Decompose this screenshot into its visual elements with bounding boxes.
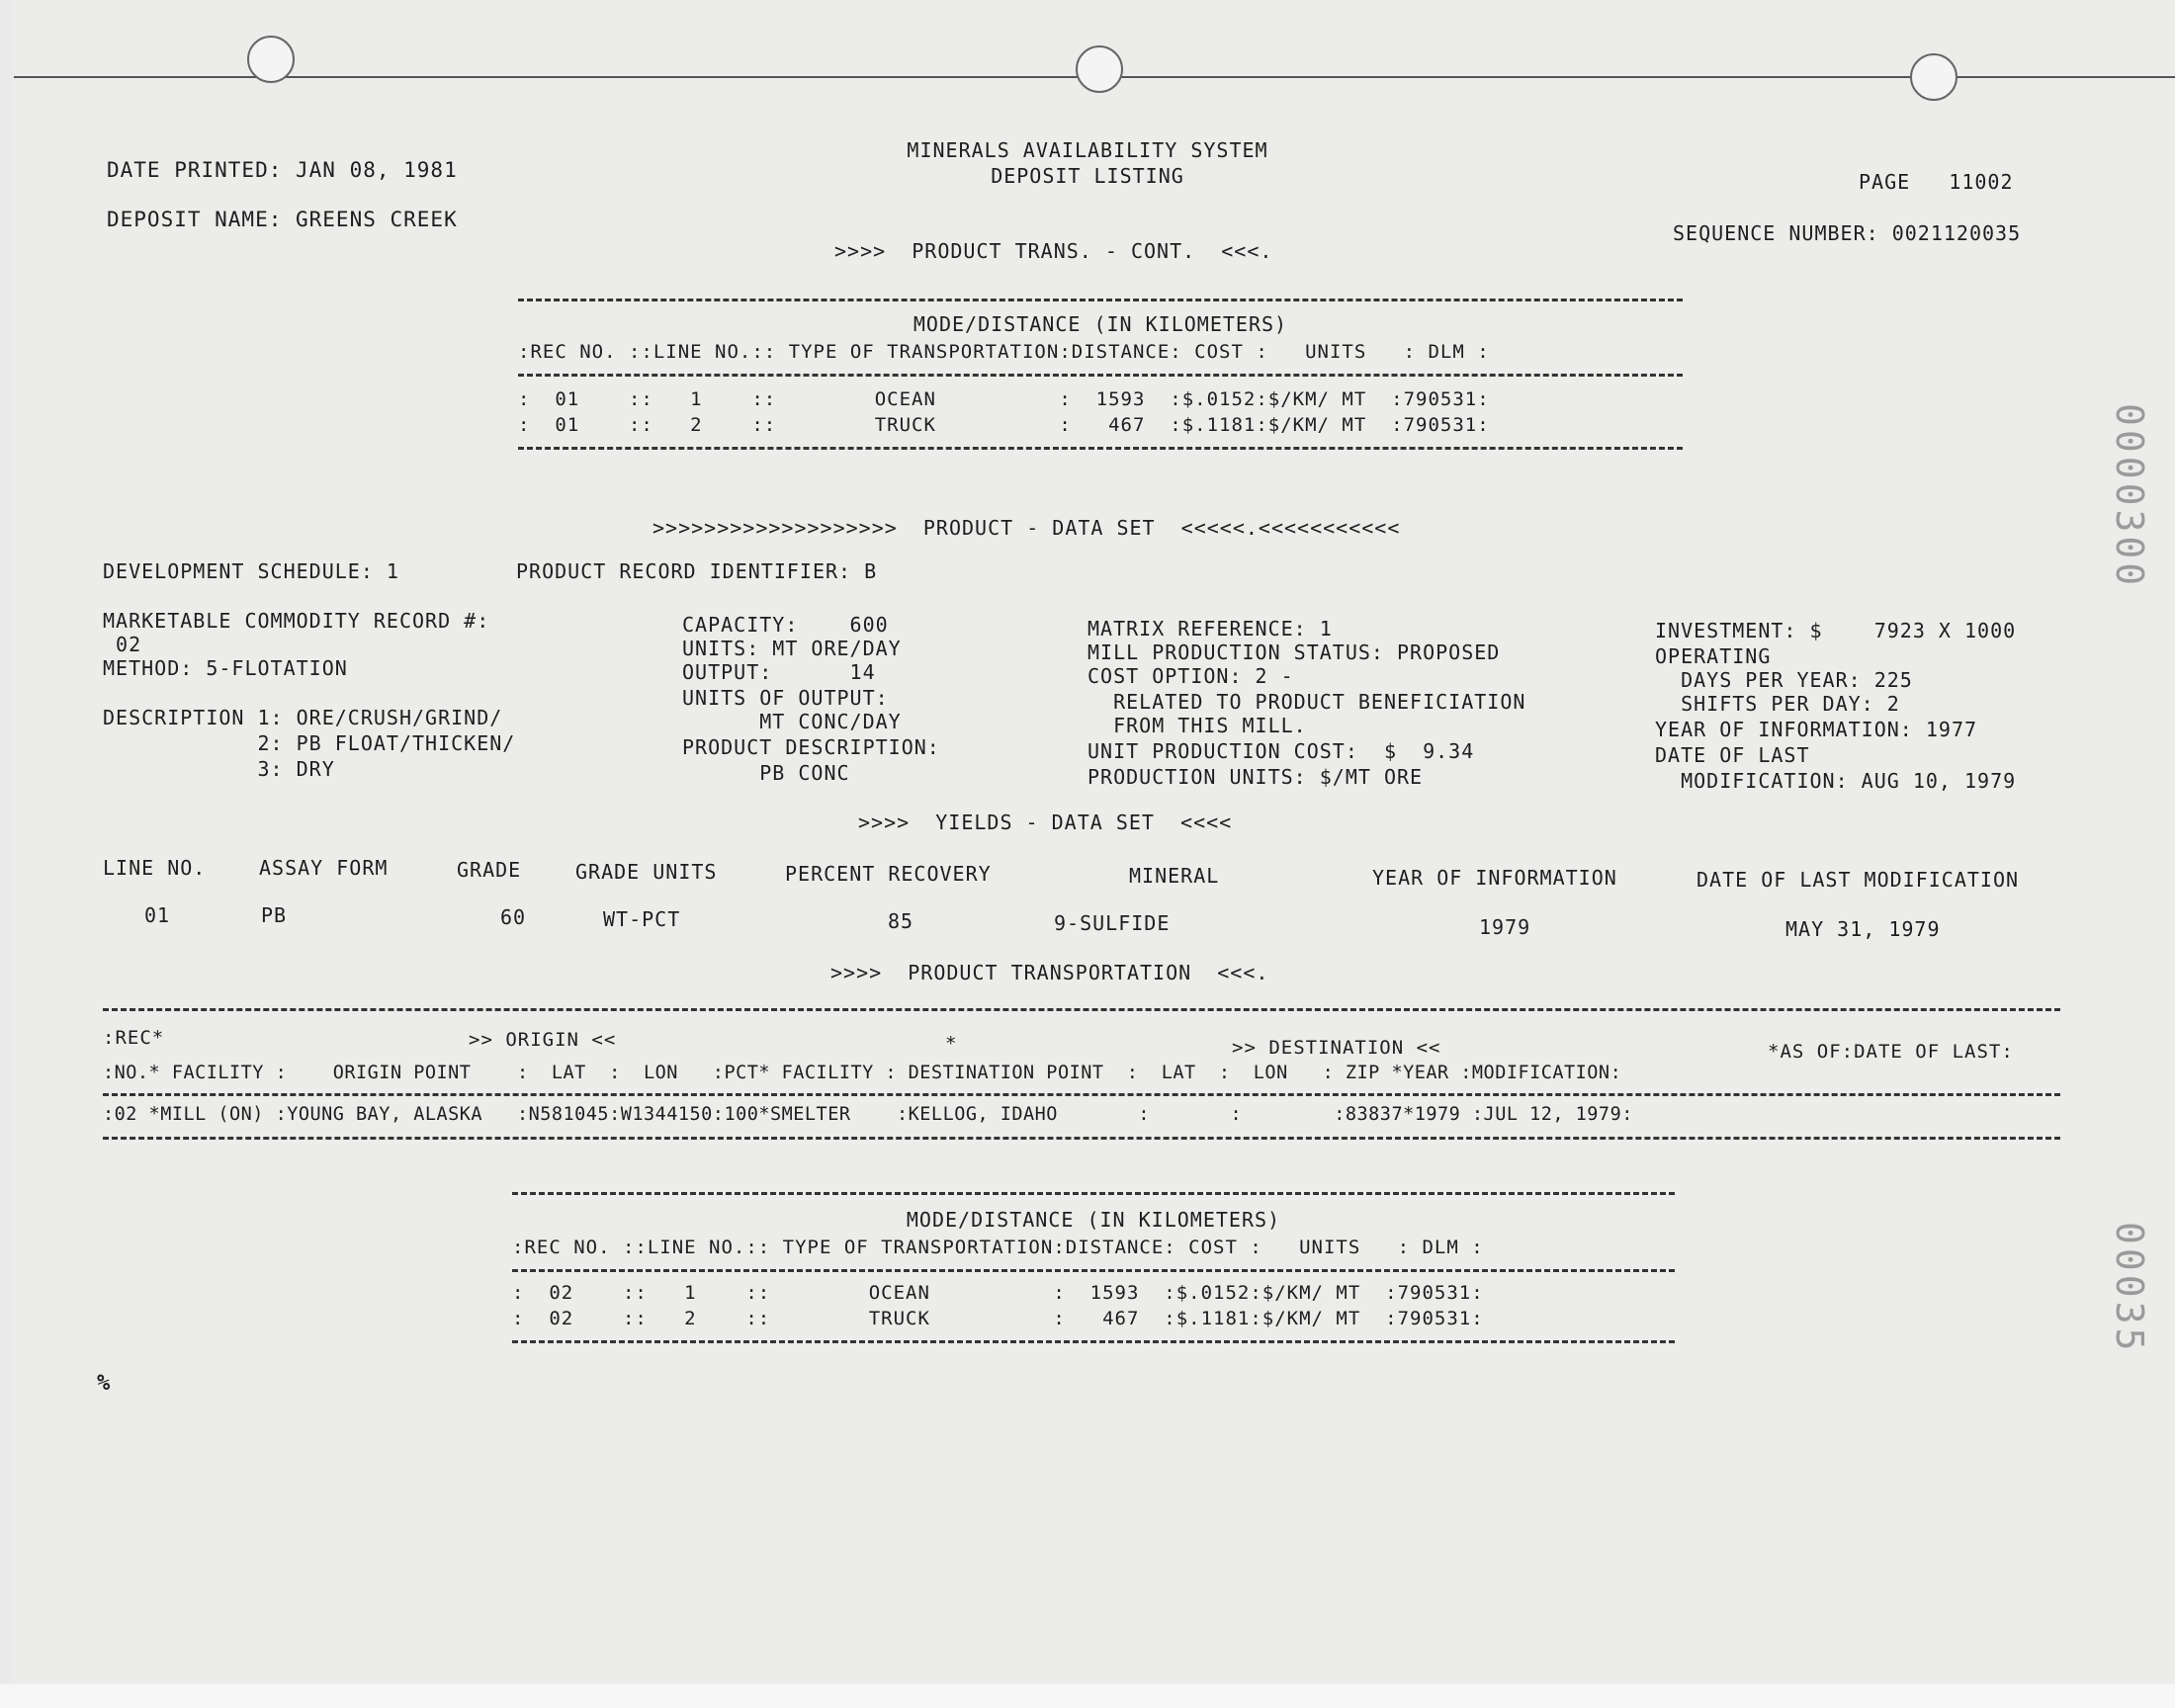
product-record-identifier: PRODUCT RECORD IDENTIFIER: B	[516, 559, 878, 583]
transport-table-header: :NO.* FACILITY : ORIGIN POINT : LAT : LON :PCT* FACILITY : DESTINATION POINT : LAT : LON : ZIP *YEAR :MODIFICATION:	[103, 1063, 1622, 1083]
mode-table-2-title: MODE/DISTANCE (IN KILOMETERS)	[906, 1208, 1281, 1232]
product-field: DATE OF LAST	[1655, 743, 1810, 767]
product-field: CAPACITY: 600	[682, 613, 889, 637]
product-field: SHIFTS PER DAY: 2	[1655, 692, 1900, 716]
product-field: 3: DRY	[103, 757, 335, 781]
yields-cell: 9-SULFIDE	[1054, 911, 1171, 935]
product-field: MATRIX REFERENCE: 1	[1088, 617, 1333, 640]
product-field: INVESTMENT: $ 7923 X 1000	[1655, 619, 2017, 642]
product-field: RELATED TO PRODUCT BENEFICIATION	[1088, 690, 1526, 714]
deposit-name: DEPOSIT NAME: GREENS CREEK	[107, 208, 458, 231]
system-title: MINERALS AVAILABILITY SYSTEM	[907, 138, 1268, 162]
mode-table-1-title: MODE/DISTANCE (IN KILOMETERS)	[913, 312, 1288, 336]
yields-cell: PB	[261, 903, 288, 927]
product-field: FROM THIS MILL.	[1088, 714, 1307, 737]
sequence-number: SEQUENCE NUMBER: 0021120035	[1673, 221, 2022, 245]
yields-header: MINERAL	[1129, 864, 1220, 888]
yields-header: LINE NO.	[103, 856, 207, 880]
footer-mark: %	[97, 1371, 112, 1396]
product-field: MODIFICATION: AUG 10, 1979	[1655, 769, 2017, 793]
yields-cell: 85	[888, 909, 914, 933]
product-field: PRODUCT DESCRIPTION:	[682, 735, 940, 759]
yields-header: GRADE UNITS	[575, 860, 718, 884]
product-field: PRODUCTION UNITS: $/MT ORE	[1088, 765, 1424, 789]
mode-table-2-row: : 02 :: 2 :: TRUCK : 467 :$.1181:$/KM/ MT :790531:	[512, 1308, 1484, 1329]
mode-table-2-header: :REC NO. ::LINE NO.:: TYPE OF TRANSPORTATION:DISTANCE: COST : UNITS : DLM :	[512, 1237, 1484, 1258]
page-stamp-upper: 0000300	[2108, 403, 2151, 590]
scanner-edge	[0, 1684, 2175, 1708]
product-field: 2: PB FLOAT/THICKEN/	[103, 731, 516, 755]
product-field: UNITS OF OUTPUT:	[682, 686, 889, 710]
table-rule	[512, 1340, 1675, 1343]
development-schedule: DEVELOPMENT SCHEDULE: 1	[103, 559, 399, 583]
section-yields-data-set: >>>> YIELDS - DATA SET <<<<	[858, 811, 1233, 834]
yields-header: PERCENT RECOVERY	[785, 862, 992, 886]
product-field: COST OPTION: 2 -	[1088, 664, 1294, 688]
product-field: OPERATING	[1655, 644, 1772, 668]
yields-header: GRADE	[457, 858, 522, 882]
binder-hole-left	[247, 36, 295, 83]
transport-head-asof: *AS OF:DATE OF LAST:	[1768, 1041, 2014, 1063]
transport-head-rec: :REC*	[103, 1027, 165, 1049]
mode-table-1-row: : 01 :: 2 :: TRUCK : 467 :$.1181:$/KM/ MT :790531:	[518, 414, 1490, 436]
page-number: PAGE 11002	[1859, 170, 2014, 194]
yields-cell: 60	[500, 905, 527, 929]
product-field: DESCRIPTION 1: ORE/CRUSH/GRIND/	[103, 706, 503, 729]
product-field: DAYS PER YEAR: 225	[1655, 668, 1913, 692]
mode-table-1-header: :REC NO. ::LINE NO.:: TYPE OF TRANSPORTATION:DISTANCE: COST : UNITS : DLM :	[518, 341, 1490, 363]
product-field: MARKETABLE COMMODITY RECORD #:	[103, 609, 490, 633]
yields-cell: WT-PCT	[603, 907, 681, 931]
product-field: PB CONC	[682, 761, 850, 785]
table-rule	[103, 1137, 2060, 1140]
table-rule	[518, 447, 1683, 450]
table-rule	[518, 374, 1683, 377]
section-product-data-set: >>>>>>>>>>>>>>>>>>> PRODUCT - DATA SET <<<<<.<<<<<<<<<<<	[652, 516, 1401, 540]
product-field: UNIT PRODUCTION COST: $ 9.34	[1088, 739, 1475, 763]
product-field: MT CONC/DAY	[682, 710, 902, 733]
binder-hole-center	[1076, 45, 1123, 93]
table-rule	[512, 1192, 1675, 1195]
table-rule	[103, 1093, 2060, 1096]
listing-title: DEPOSIT LISTING	[991, 164, 1184, 188]
yields-cell: 1979	[1479, 915, 1531, 939]
transport-origin-label: >> ORIGIN <<	[469, 1029, 617, 1051]
yields-cell: 01	[144, 903, 171, 927]
table-rule	[518, 299, 1683, 301]
section-product-trans-cont: >>>> PRODUCT TRANS. - CONT. <<<.	[834, 239, 1273, 263]
date-printed: DATE PRINTED: JAN 08, 1981	[107, 158, 458, 182]
product-field: UNITS: MT ORE/DAY	[682, 637, 902, 660]
yields-header: DATE OF LAST MODIFICATION	[1696, 868, 2020, 892]
transport-table-row: :02 *MILL (ON) :YOUNG BAY, ALASKA :N581045:W1344150:100*SMELTER :KELLOG, IDAHO : : :83837*1979 :JUL 12, 1979:	[103, 1104, 1633, 1125]
yields-cell: MAY 31, 1979	[1785, 917, 1941, 941]
product-field: MILL PRODUCTION STATUS: PROPOSED	[1088, 640, 1501, 664]
yields-header: YEAR OF INFORMATION	[1372, 866, 1617, 890]
binder-hole-right	[1910, 53, 1958, 101]
table-rule	[512, 1269, 1675, 1272]
product-field: 02	[103, 633, 142, 656]
transport-destination-label: >> DESTINATION <<	[1232, 1037, 1441, 1059]
mode-table-1-row: : 01 :: 1 :: OCEAN : 1593 :$.0152:$/KM/ MT :790531:	[518, 388, 1490, 410]
section-product-transportation: >>>> PRODUCT TRANSPORTATION <<<.	[830, 961, 1269, 984]
product-field: OUTPUT: 14	[682, 660, 876, 684]
transport-star: *	[945, 1033, 958, 1055]
yields-header: ASSAY FORM	[259, 856, 389, 880]
mode-table-2-row: : 02 :: 1 :: OCEAN : 1593 :$.0152:$/KM/ MT :790531:	[512, 1282, 1484, 1304]
table-rule	[103, 1008, 2060, 1011]
product-field: YEAR OF INFORMATION: 1977	[1655, 718, 1978, 741]
product-field: METHOD: 5-FLOTATION	[103, 656, 348, 680]
page-stamp-lower: 00035	[2108, 1222, 2151, 1355]
